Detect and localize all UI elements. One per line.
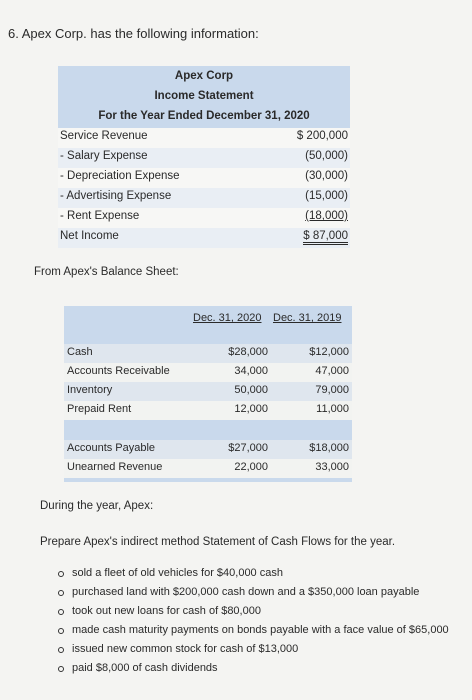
table-row <box>64 459 352 478</box>
value-2019: 79,000 <box>315 384 349 396</box>
event-text: took out new loans for cash of $80,000 <box>72 605 261 617</box>
value-2019: 47,000 <box>315 365 349 377</box>
row-value: (15,000) <box>305 190 348 202</box>
column-header-2019: Dec. 31, 2019 <box>273 312 342 324</box>
row-label: Prepaid Rent <box>67 403 132 415</box>
row-label: Accounts Payable <box>67 442 156 454</box>
value-2019: 11,000 <box>316 403 349 415</box>
row-label: Cash <box>67 346 93 358</box>
row-value: (50,000) <box>305 150 348 162</box>
value-2020: 50,000 <box>234 384 268 396</box>
list-item <box>58 584 449 603</box>
row-label: - Salary Expense <box>60 150 148 162</box>
bullet-icon <box>58 590 64 596</box>
table-row <box>64 401 352 420</box>
row-value: (18,000) <box>305 210 348 222</box>
list-item <box>58 641 449 660</box>
company-name: Apex Corp <box>174 70 234 82</box>
event-text: made cash maturity payments on bonds payable with a face value of $65,000 <box>72 624 449 636</box>
event-text: sold a fleet of old vehicles for $40,000 cash <box>72 567 283 579</box>
instructions: Prepare Apex's indirect method Statement of Cash Flows for the year. <box>40 536 396 548</box>
value-2020: $27,000 <box>228 442 268 454</box>
row-label: - Rent Expense <box>60 210 140 222</box>
row-label: - Advertising Expense <box>60 190 172 202</box>
list-item <box>58 603 449 622</box>
row-label: Net Income <box>60 230 119 242</box>
balance-sheet-intro: From Apex's Balance Sheet: <box>34 266 179 278</box>
value-2020: 34,000 <box>234 365 268 377</box>
value-2019: $12,000 <box>309 346 349 358</box>
value-2020: 22,000 <box>234 461 268 473</box>
row-label: Accounts Receivable <box>67 365 170 377</box>
value-2019: $18,000 <box>309 442 349 454</box>
table-row <box>58 208 350 228</box>
list-item <box>58 565 449 584</box>
statement-name: Income Statement <box>154 90 254 102</box>
bullet-icon <box>58 609 64 615</box>
table-row <box>64 440 352 459</box>
table-row <box>58 128 350 148</box>
statement-period: For the Year Ended December 31, 2020 <box>98 110 310 122</box>
row-label: - Depreciation Expense <box>60 170 180 182</box>
net-income-value: $ 87,000 <box>303 230 348 245</box>
events-list <box>58 565 449 679</box>
value-2020: 12,000 <box>234 403 268 415</box>
table-row <box>58 168 350 188</box>
list-item <box>58 660 449 679</box>
row-value: $ 200,000 <box>296 130 348 142</box>
table-row <box>58 188 350 208</box>
bullet-icon <box>58 571 64 577</box>
table-row <box>58 148 350 168</box>
row-label: Inventory <box>67 384 113 396</box>
value-2020: $28,000 <box>228 346 268 358</box>
event-text: purchased land with $200,000 cash down and a $350,000 loan payable <box>72 586 420 598</box>
table-row <box>64 363 352 382</box>
event-text: issued new common stock for cash of $13,000 <box>72 643 299 655</box>
bullet-icon <box>58 628 64 634</box>
table-row <box>64 382 352 401</box>
table-row <box>58 228 350 248</box>
question-title: 6. Apex Corp. has the following information: <box>8 26 259 41</box>
event-text: paid $8,000 of cash dividends <box>72 662 218 674</box>
list-item <box>58 622 449 641</box>
during-year-heading: During the year, Apex: <box>40 500 154 512</box>
bullet-icon <box>58 647 64 653</box>
bullet-icon <box>58 666 64 672</box>
column-header-2020: Dec. 31, 2020 <box>193 312 262 324</box>
row-value: (30,000) <box>305 170 348 182</box>
value-2019: 33,000 <box>315 461 349 473</box>
row-label: Unearned Revenue <box>67 461 163 473</box>
row-label: Service Revenue <box>60 130 148 142</box>
table-row <box>64 344 352 363</box>
